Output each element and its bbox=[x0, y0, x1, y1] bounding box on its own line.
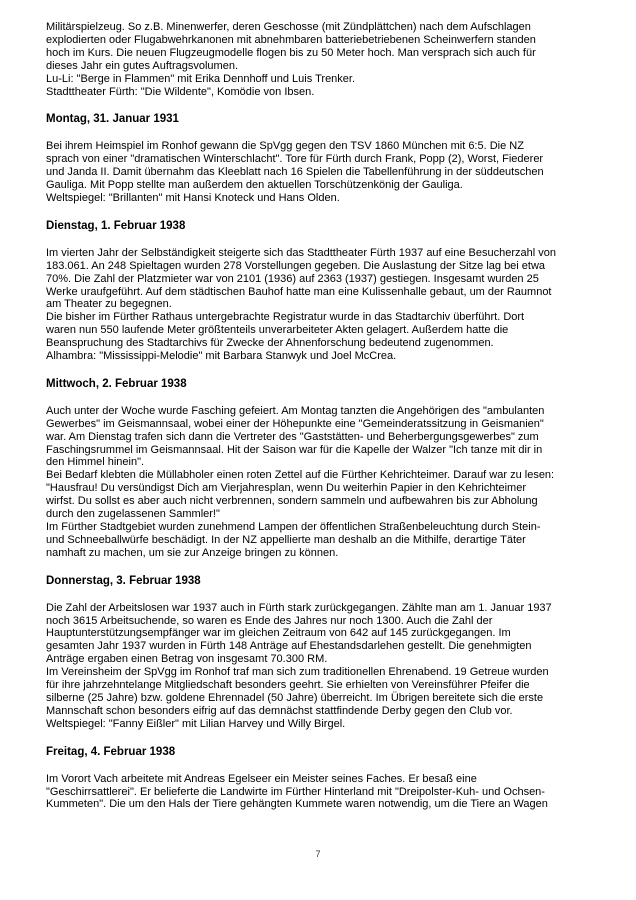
text-line: noch 3615 Arbeitsuchende, so waren es Ende des Jahres nur noch 1300. Auch die Zahl der bbox=[46, 614, 493, 627]
text-line: Beanspruchung des Stadtarchivs für Zwecke der Ahnenforschung bedeutend zugenommen. bbox=[46, 337, 494, 350]
text-line: Alhambra: "Mississippi-Melodie" mit Barbara Stanwyk und Joel McCrea. bbox=[46, 350, 397, 363]
text-line: "Hausfrau! Du versündigst Dich am Vierjahresplan, wenn Du weiterhin Papier in den Kehrichteimer bbox=[46, 482, 526, 495]
section-paragraph bbox=[46, 773, 596, 812]
diary-section bbox=[46, 575, 596, 731]
text-line: Kummeten". Die um den Hals der Tiere gehängten Kummete waren notwendig, um die Tiere an Wagen bbox=[46, 798, 548, 811]
text-line: hoch im Kurs. Die neuen Flugzeugmodelle flogen bis zu 50 Meter hoch. Man versprach sich auch für bbox=[46, 46, 536, 59]
text-line: silberne (25 Jahre) bzw. goldene Ehrennadel (50 Jahre) überreicht. Im Übrigen bereitete sich die erste bbox=[46, 691, 544, 704]
section-paragraph bbox=[46, 247, 596, 363]
text-line: "Geschirrsattlerei". Er belieferte die Landwirte im Fürther Hinterland mit "Dreipolster-Kuh- und Ochsen- bbox=[46, 785, 545, 798]
text-line: Lu-Li: "Berge in Flammen" mit Erika Dennhoff und Luis Trenker. bbox=[46, 72, 356, 85]
text-line: den Himmel hinein". bbox=[46, 456, 145, 469]
text-line: Die bisher im Fürther Rathaus untergebrachte Registratur wurde in das Stadtarchiv überführt. Dort bbox=[46, 311, 525, 324]
diary-section bbox=[46, 113, 596, 204]
text-line: und Janda II. Damit übernahm das Kleeblatt nach 16 Spielen die Tabellenführung in der süddeutschen bbox=[46, 166, 544, 179]
text-line: Auch unter der Woche wurde Fasching gefeiert. Am Montag tanzten die Angehörigen des "ambulanten bbox=[46, 404, 545, 417]
text-line: Im Vorort Vach arbeitete mit Andreas Egelseer ein Meister seines Faches. Er besaß eine bbox=[46, 772, 477, 785]
text-line: dieses Jahr ein gutes Auftragsvolumen. bbox=[46, 59, 239, 72]
diary-section bbox=[46, 220, 596, 363]
text-line: Bei ihrem Heimspiel im Ronhof gewann die SpVgg gegen den TSV 1860 München mit 6:5. Die NZ bbox=[46, 140, 524, 153]
text-line: und Schneeballwürfe beschädigt. In der NZ appellierte man deshalb an die Mithilfe, derartige Täter bbox=[46, 533, 526, 546]
text-line: Weltspiegel: "Fanny Eißler" mit Lilian Harvey und Willy Birgel. bbox=[46, 717, 346, 730]
text-line: Weltspiegel: "Brillanten" mit Hansi Knoteck und Hans Olden. bbox=[46, 191, 340, 204]
text-line: Gewerbes" im Geismannsaal, wobei einer der Höhepunkte eine "Gemeinderatssitzung in Geismanien" bbox=[46, 417, 544, 430]
section-date-heading: Donnerstag, 3. Februar 1938 bbox=[46, 574, 201, 587]
text-line: Mannschaft schon besonders eifrig auf das demnächst stattfindende Derby gegen den Club vor. bbox=[46, 704, 513, 717]
section-paragraph bbox=[46, 602, 596, 731]
text-line: am Theater zu begegnen. bbox=[46, 298, 172, 311]
document-page bbox=[46, 21, 596, 811]
section-paragraph bbox=[46, 405, 596, 560]
diary-section bbox=[46, 378, 596, 560]
text-line: 70%. Die Zahl der Platzmieter war von 2101 (1936) auf 2363 (1937) gestiegen. Insgesamt wurden 25 bbox=[46, 272, 539, 285]
text-line: waren nun 550 laufende Meter größtenteils unverarbeiteter Akten gelagert. Außerdem hatte die bbox=[46, 324, 509, 337]
text-line: Stadttheater Fürth: "Die Wildente", Komödie von Ibsen. bbox=[46, 85, 315, 98]
text-line: Werke uraufgeführt. Auf dem städtischen Bauhof hatte man eine Kulissenhalle gebaut, um der Raumnot bbox=[46, 285, 552, 298]
text-line: Im Vereinsheim der SpVgg im Ronhof traf man sich zum traditionellen Ehrenabend. 19 Getreue wurden bbox=[46, 666, 549, 679]
section-paragraph bbox=[46, 140, 596, 205]
text-line: Im Fürther Stadtgebiet wurden zunehmend Lampen der öffentlichen Straßenbeleuchtung durch Stein- bbox=[46, 521, 541, 533]
text-line: war. Am Dienstag trafen sich dann die Vertreter des "Gaststätten- und Beherbergungsgewerbes" zum bbox=[46, 430, 539, 443]
text-line: Im vierten Jahr der Selbständigkeit steigerte sich das Stadttheater Fürth 1937 auf eine Besucherzahl von bbox=[46, 246, 556, 259]
text-line: Die Zahl der Arbeitslosen war 1937 auch in Fürth stark zurückgegangen. Zählte man am 1. Januar 1937 bbox=[46, 601, 552, 614]
diary-section bbox=[46, 21, 596, 98]
section-date-heading: Dienstag, 1. Februar 1938 bbox=[46, 219, 186, 232]
text-line: Gauliga. Mit Popp stellte man außerdem den aktuellen Torschützenkönig der Gauliga. bbox=[46, 179, 463, 192]
section-date-heading: Freitag, 4. Februar 1938 bbox=[46, 745, 176, 758]
text-line: Militärspielzeug. So z.B. Minenwerfer, deren Geschosse (mit Zündplättchen) nach dem Aufschlagen bbox=[46, 21, 531, 33]
text-line: Faschingsrummel im Geismannsaal. Hit der Saison war für die Kapelle der Walzer "Ich tanze mit dir in bbox=[46, 443, 543, 456]
text-line: Anträge ergaben einen Betrag von insgesamt 70.300 RM. bbox=[46, 653, 328, 666]
text-line: namhaft zu machen, um sie zur Anzeige bringen zu können. bbox=[46, 546, 339, 559]
section-date-heading: Mittwoch, 2. Februar 1938 bbox=[46, 377, 187, 390]
text-line: durch den zugelassenen Sammler!" bbox=[46, 508, 220, 521]
page-number: 7 bbox=[315, 849, 321, 859]
text-line: Hauptunterstützungsempfänger war im gleichen Zeitraum von 642 auf 145 zurückgegangen. Im bbox=[46, 627, 511, 640]
text-line: wirfst. Du sollst es aber auch nicht verbrennen, sondern sammeln und aufbewahren bis zur Abholung bbox=[46, 495, 538, 508]
text-line: explodierten oder Flugabwehrkanonen mit abnehmbaren batteriebetriebenen Scheinwerfern standen bbox=[46, 33, 536, 46]
section-date-heading: Montag, 31. Januar 1931 bbox=[46, 113, 179, 126]
text-line: Bei Bedarf klebten die Müllabholer einen roten Zettel auf die Fürther Kehrichteimer. Darauf war zu lesen: bbox=[46, 469, 555, 482]
text-line: sprach von einer "dramatischen Winterschlacht". Tore für Fürth durch Frank, Popp (2), Worst, Fiederer bbox=[46, 153, 544, 166]
text-line: 183.061. An 248 Spieltagen wurden 278 Vorstellungen gegeben. Die Auslastung der Sitze lag bei etwa bbox=[46, 259, 546, 272]
text-line: für ihre jahrzehntelange Mitgliedschaft besonders geehrt. Sie erhielten von Vereinsführer Pfeifer die bbox=[46, 679, 530, 692]
section-paragraph bbox=[46, 21, 596, 98]
diary-section bbox=[46, 746, 596, 812]
text-line: gesamten Jahr 1937 wurden in Fürth 148 Anträge auf Ehestandsdarlehen gestellt. Die genehmigten bbox=[46, 640, 532, 653]
